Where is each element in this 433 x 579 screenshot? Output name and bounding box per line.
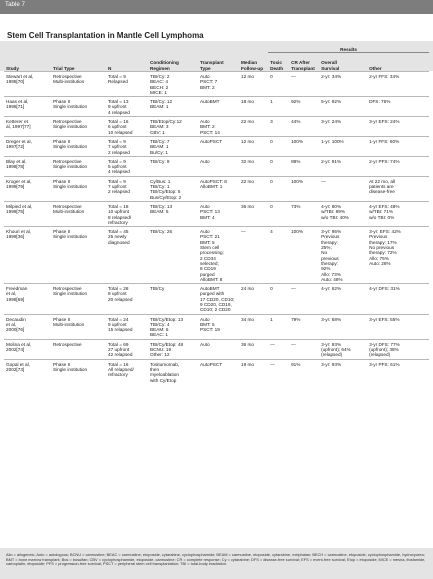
cell-transplant-type: AutoBMT purged with 17 CD20, CD10; 9 CD20, CD19, CD10; 2 CD20 — [200, 286, 235, 313]
cell-median-follow-up: 22 mo — [241, 119, 255, 125]
cell-conditioning-regimen: TBI/Cy: 7 BEAM: 1 Bu/Cy: 1 — [150, 138, 170, 155]
cell-conditioning-regimen: TBI/Cy — [150, 286, 165, 292]
table-row — [4, 72, 429, 97]
cell-study: Haas et al, 1996[71] — [6, 99, 29, 110]
cell-study: Decaudin et al, 2000[76] — [6, 316, 26, 333]
cell-study: Khouri et al, 1998[36] — [6, 229, 32, 240]
cell-n: Total = 16 6 upfront 10 relapsed — [108, 119, 133, 135]
cell-study: Freedman et al, 1998[69] — [6, 286, 28, 302]
cell-median-follow-up: 18 mo — [241, 99, 255, 105]
cell-overall-survival: 3-yr: 93% (upfront); 64% (relapsed) — [321, 341, 351, 358]
column-header-cr-after-transplant: CR After Transplant — [291, 60, 315, 71]
cell-trial-type: Retrospective Single institution — [53, 119, 88, 130]
cell-median-follow-up: 34 mo — [241, 316, 255, 322]
cell-cr-after-transplant: — — [291, 341, 296, 347]
cell-conditioning-regimen: TBI/Etop/Cy:12 BEAM: 3 CBV: 1 — [150, 119, 182, 135]
cell-study: Molina et al, 2002[74] — [6, 341, 32, 353]
table-row — [4, 359, 429, 384]
cell-other: 3-yr EFS: 55% — [369, 316, 400, 322]
cell-overall-survival: 3-yr: 93% — [321, 361, 342, 367]
cell-cr-after-transplant: 100% — [291, 229, 304, 235]
abbreviations-footnote: Allo = allogeneic; Auto = autologous; BCNU = carmustine; BEAC = carmustine, etoposide, cytarabine, cyclophosphamide; BEAM = carmustine, etoposide, cytarabine, melphalan; BECH = carmustine, etoposide, cyclophosphamide, hydroxyurea; BMT = bone marrow transplant; Bus = busulfan; CBV = cyclophosphamide, etoposide, carmustine; CR = complete response; Cy = cytarabine; DFS = disease-free survival; EFS = event-free survival; Etop = etoposide; MICE = mesna, ifosfamide, carboplatin, etoposide; PFS = progression-free survival; PSCT = peripheral stem cell transplantation; TBI = total-body irradiation. — [6, 552, 426, 567]
cell-toxic-death: 0 — [270, 158, 273, 164]
cell-toxic-death: — — [270, 361, 275, 367]
cell-toxic-death: 0 — [270, 203, 273, 209]
cell-n: Total = 9 7 upfront 2 relapsed — [108, 178, 130, 195]
cell-transplant-type: AutoPSCT — [200, 138, 223, 144]
cell-transplant-type: Auto — [200, 341, 210, 347]
cell-study: Dreger et al, 1997[72] — [6, 138, 32, 150]
cell-median-follow-up: 19 mo — [241, 361, 255, 367]
table-label: Table 7 — [5, 1, 25, 8]
cell-n: Total = 9 7 upfront 2 relapsed — [108, 138, 130, 155]
cell-n: Total = 45 25 newly diagnosed — [108, 229, 130, 245]
cell-trial-type: Phase II Single institution — [53, 361, 88, 372]
cell-median-follow-up: 36 mo — [241, 341, 255, 347]
cell-n: Total = 16 All relapsed/ refractory — [108, 361, 134, 378]
cell-n: Total = 9 Relapsed — [108, 74, 128, 85]
table-row — [4, 176, 429, 201]
table-row — [4, 227, 429, 284]
cell-other: 3-yr DFS: 77% (upfront); 38% (relapsed) — [369, 341, 400, 358]
cell-cr-after-transplant: 89% — [291, 158, 301, 164]
cell-toxic-death: 1 — [270, 316, 273, 322]
cell-cr-after-transplant: 91% — [291, 361, 301, 367]
cell-toxic-death: 3 — [270, 119, 273, 125]
cell-study: Ketterer et al, 1997[77] — [6, 119, 31, 130]
cell-overall-survival: 4-yr: 62% — [321, 286, 342, 292]
cell-trial-type: Phase II Single institution — [53, 178, 88, 190]
cell-overall-survival: 2-yr: 34% — [321, 74, 342, 79]
cell-other: 4-yr DFS: 31% — [369, 286, 400, 292]
cell-other: 2-yr PFS: 74% — [369, 158, 400, 164]
cell-transplant-type: AutoBMT — [200, 99, 220, 105]
table-row — [4, 156, 429, 176]
cell-n: Total = 24 9 upfront 15 relapsed — [108, 316, 133, 333]
cell-overall-survival: 3-yr: 95% Previous therapy: 25%; No previous therapy: 92% Allo: 73% Auto: 48% — [321, 229, 343, 282]
cell-overall-survival: 3-yr: 24% — [321, 119, 342, 125]
column-header-study: Study — [6, 65, 20, 71]
table-label-bar — [0, 0, 433, 14]
cell-other: DFS: 76% — [369, 99, 391, 105]
cell-overall-survival: — — [321, 178, 326, 184]
cell-median-follow-up: — — [241, 229, 246, 235]
cell-toxic-death: 4 — [270, 229, 273, 235]
column-header-median-follow-up: Median Follow-up — [241, 60, 264, 71]
header-row-columns — [4, 53, 429, 72]
cell-toxic-death: 0 — [270, 74, 273, 79]
cell-trial-type: Retrospective Multi-institution — [53, 74, 85, 85]
cell-toxic-death: 0 — [270, 178, 273, 184]
cell-toxic-death: — — [270, 341, 275, 347]
cell-transplant-type: Auto BMT: 5 PSCT: 19 — [200, 316, 220, 333]
column-header-n: N — [108, 65, 112, 71]
cell-other: At 22 mo, all patients are disease-free — [369, 178, 396, 195]
cell-conditioning-regimen: TBI/Cy: 2 BEAC: 4 BECH: 2 MICE: 1 — [150, 74, 170, 95]
cell-cr-after-transplant: — — [291, 286, 296, 292]
cell-trial-type: Phase II Single institution — [53, 99, 88, 110]
cell-toxic-death: 1 — [270, 99, 273, 105]
cell-study: Stewart et al, 1995[70] — [6, 74, 34, 85]
table-title: Stem Cell Transplantation in Mantle Cell Lymphoma — [7, 31, 204, 40]
cell-median-follow-up: 24 mo — [241, 286, 255, 292]
cell-transplant-type: Auto — [200, 158, 210, 164]
cell-overall-survival: 3-yr: 68% — [321, 316, 342, 322]
table-row — [4, 314, 429, 339]
cell-overall-survival: 2-yr: 91% — [321, 158, 342, 164]
cell-other: 3-yr PFS: 61% — [369, 361, 400, 367]
cell-median-follow-up: 12 mo — [241, 74, 255, 79]
table-row — [4, 284, 429, 314]
cell-cr-after-transplant: 44% — [291, 119, 301, 125]
cell-median-follow-up: 36 mo — [241, 203, 255, 209]
cell-overall-survival: 1-yr: 100% — [321, 138, 344, 144]
cell-study: Milpied et al, 1998[75] — [6, 203, 33, 215]
cell-n: Total = 69 27 upfront 42 relapsed — [108, 341, 133, 358]
cell-transplant-type: Auto BMT: 2 PSCT: 14 — [200, 119, 220, 135]
cell-conditioning-regimen: Cy/Bus: 1 TBI/Cy: 1 TBI/Cy/Etop: 5 Bus/Cy/Etop: 2 — [150, 178, 182, 200]
cell-transplant-type: AutoPSCT: 8 AlloBMT: 1 — [200, 178, 227, 190]
cell-conditioning-regimen: Tositumomab, then myeloablation with Cy/Etop — [150, 361, 180, 383]
cell-transplant-type: Auto PSCT: 7 BMT: 2 — [200, 74, 218, 90]
results-header: Results — [268, 41, 429, 53]
cell-cr-after-transplant: 73% — [291, 203, 301, 209]
cell-transplant-type: Auto PSCT: 21 BMT: 5 Stem cell processing: 2 CD34 selected; 8 CD19 purged AlloBMT: 8 — [200, 229, 224, 282]
cell-trial-type: Retrospective Single institution — [53, 286, 88, 297]
cell-conditioning-regimen: TBI/Cy: 12 BEAM: 1 — [150, 99, 173, 110]
cell-overall-survival: 5-yr: 92% — [321, 99, 342, 105]
cell-study: Gopal et al, 2002[73] — [6, 361, 30, 372]
cell-n: Total = 18 10 upfront 8 relapsed/ refractory — [108, 203, 132, 225]
table-row — [4, 339, 429, 359]
cell-trial-type: Phase II Single institution — [53, 138, 88, 150]
table-row — [4, 136, 429, 156]
cell-other: 4-yr EFS: 48% w/TBI: 71% w/o TBI: 0% — [369, 203, 400, 220]
cell-toxic-death: 0 — [270, 138, 273, 144]
cell-other: 3-yr EFS: 24% — [369, 119, 400, 125]
cell-toxic-death: 0 — [270, 286, 273, 292]
cell-cr-after-transplant: 100% — [291, 138, 304, 144]
table-row — [4, 117, 429, 137]
cell-conditioning-regimen: TBI/Cy: 9 — [150, 158, 170, 164]
column-header-conditioning-regimen: Conditioning Regimen — [150, 60, 179, 71]
table-row — [4, 201, 429, 226]
cell-median-follow-up: 12 mo — [241, 138, 255, 144]
column-header-toxic-death: Toxic Death — [270, 60, 284, 71]
cell-study: Blay et al, 1998[78] — [6, 158, 27, 170]
cell-cr-after-transplant: 79% — [291, 316, 301, 322]
table-row — [4, 97, 429, 117]
cell-conditioning-regimen: TBI/Cy: 13 BEAM: 5 — [150, 203, 173, 215]
cell-trial-type: Retrospective Single institution — [53, 158, 88, 170]
cell-cr-after-transplant: — — [291, 74, 296, 79]
cell-trial-type: Phase II Single institution — [53, 229, 88, 240]
cell-trial-type: Phase II Multi-institution — [53, 316, 85, 327]
column-header-other: Other — [369, 65, 382, 71]
transplant-table — [4, 41, 429, 384]
cell-conditioning-regimen: TBI/Cy: 26 — [150, 229, 173, 235]
cell-other: 2-yr FFS: 34% — [369, 74, 400, 79]
cell-cr-after-transplant: 92% — [291, 99, 301, 105]
column-header-trial-type: Trial Type — [53, 65, 75, 71]
column-header-transplant-type: Transplant Type — [200, 60, 224, 71]
cell-other: 3-yr: EFS: 42% Previous therapy: 17% No previous therapy: 72% Allo: 75% Auto: 28% — [369, 229, 401, 266]
column-header-overall-survival: Overall Survival — [321, 60, 340, 71]
cell-conditioning-regimen: TBI/Cy/Etop: 13 TBI/Cy: 4 BEAM: 6 BEAC: 1 — [150, 316, 184, 338]
cell-cr-after-transplant: 100% — [291, 178, 304, 184]
cell-trial-type: Retrospective — [53, 341, 82, 347]
cell-n: Total = 28 8 upfront 20 relapsed — [108, 286, 133, 302]
cell-n: Total = 13 9 upfront 4 relapsed — [108, 99, 130, 115]
header-row-results — [4, 41, 429, 53]
cell-trial-type: Retrospective Multi-institution — [53, 203, 85, 215]
cell-conditioning-regimen: TBI/Cy/Etop: 48 BCNU: 19 Other: 12 — [150, 341, 184, 358]
cell-n: Total = 9 5 upfront 4 relapsed — [108, 158, 130, 175]
cell-overall-survival: 4-yr: 80% w/TBI: 89% w/o TBI: 40% — [321, 203, 349, 220]
cell-median-follow-up: 22 mo — [241, 178, 255, 184]
cell-median-follow-up: 32 mo — [241, 158, 255, 164]
table-body — [4, 72, 429, 384]
cell-other: 1-yr FFS: 60% — [369, 138, 400, 144]
cell-study: Kroger et al, 1999[79] — [6, 178, 32, 190]
cell-transplant-type: AutoPSCT — [200, 361, 223, 367]
cell-transplant-type: Auto PSCT: 13 BMT: 4 — [200, 203, 220, 220]
